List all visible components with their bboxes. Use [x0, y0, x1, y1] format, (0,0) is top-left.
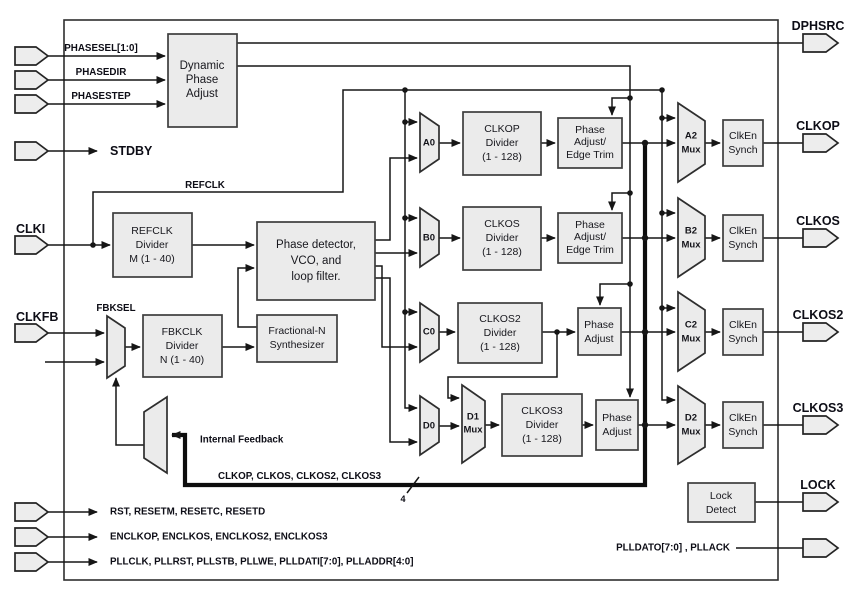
label-plldato: PLLDATO[7:0] , PLLACK [616, 542, 730, 554]
pad-lock [803, 493, 838, 511]
svg-text:Divider: Divider [485, 232, 519, 244]
svg-text:Lock: Lock [709, 490, 733, 502]
pad-clkos2 [803, 323, 838, 341]
svg-text:Synthesizer: Synthesizer [269, 339, 325, 351]
svg-text:(1 - 128): (1 - 128) [482, 246, 522, 258]
mux-fbksel [107, 316, 125, 378]
wire-fracn-out [238, 268, 257, 327]
input-pads [15, 47, 48, 571]
svg-text:Adjust: Adjust [602, 426, 632, 438]
svg-text:Mux: Mux [681, 239, 701, 251]
pad-rst-group [15, 503, 48, 521]
block-refclk-divider [113, 213, 192, 277]
pad-stdby [15, 142, 48, 160]
label-clkfb: CLKFB [16, 310, 59, 324]
svg-text:Detect: Detect [705, 504, 737, 516]
block-label: Adjust [186, 88, 218, 100]
svg-text:Divider: Divider [483, 327, 517, 339]
svg-text:D2: D2 [684, 412, 698, 424]
block-clken-synch-b [723, 215, 763, 261]
label-clkop: CLKOP [796, 119, 840, 133]
pad-clkos3 [803, 416, 838, 434]
svg-text:C0: C0 [422, 326, 436, 338]
svg-text:D0: D0 [422, 420, 436, 432]
pad-pllbus-group [15, 553, 48, 571]
svg-text:(1 - 128): (1 - 128) [482, 151, 522, 163]
svg-text:Adjust/: Adjust/ [573, 136, 607, 148]
block-clkos2-divider [458, 303, 542, 363]
block-clken-synch-d [723, 402, 763, 448]
wire-refclk-riser [405, 90, 417, 408]
label-phasestep: PHASESTEP [71, 91, 131, 102]
label-internal-feedback: Internal Feedback [200, 434, 284, 446]
label-clki: CLKI [16, 222, 46, 236]
pad-phasedir [15, 71, 48, 89]
svg-text:Synch: Synch [728, 333, 758, 345]
block-clkop-divider [463, 112, 541, 175]
mux-d2 [678, 386, 705, 464]
block-dynamic-phase-adjust [168, 34, 237, 127]
svg-text:ClkEn: ClkEn [728, 130, 758, 142]
svg-text:C2: C2 [684, 319, 698, 331]
pad-phasestep [15, 95, 48, 113]
mux-a2 [678, 103, 705, 182]
svg-text:Divider: Divider [485, 137, 519, 149]
svg-text:A0: A0 [422, 137, 436, 149]
block-lock-detect [688, 483, 755, 522]
block-fbkclk-divider [143, 315, 222, 377]
label-phasesel: PHASESEL[1:0] [64, 43, 138, 54]
block-phase-adjust-d [596, 400, 638, 450]
block-phase-adjust-edge-trim-a [558, 118, 622, 168]
pad-dphsrc [803, 34, 838, 52]
label-phasedir: PHASEDIR [75, 67, 127, 78]
label-clkos: CLKOS [796, 214, 840, 228]
svg-text:Phase: Phase [602, 412, 632, 424]
block-label: Phase [185, 74, 219, 86]
svg-text:Divider: Divider [165, 340, 199, 352]
svg-text:Phase: Phase [584, 319, 614, 331]
svg-text:CLKOS2: CLKOS2 [479, 313, 521, 325]
svg-text:Mux: Mux [681, 426, 701, 438]
block-phase-adjust-c [578, 308, 621, 355]
block-clkos3-divider [502, 394, 582, 456]
svg-text:Synch: Synch [728, 426, 758, 438]
svg-text:ClkEn: ClkEn [728, 225, 758, 237]
label-clkos3: CLKOS3 [792, 401, 844, 415]
svg-text:Mux: Mux [463, 424, 483, 436]
svg-text:loop filter.: loop filter. [291, 271, 341, 283]
pad-plldato [803, 539, 838, 557]
label-feedback-bus: CLKOP, CLKOS, CLKOS2, CLKOS3 [218, 471, 382, 482]
svg-text:ClkEn: ClkEn [728, 319, 758, 331]
svg-text:Mux: Mux [681, 144, 701, 156]
svg-text:A2: A2 [684, 130, 698, 142]
block-phase-detector-vco [257, 222, 375, 300]
svg-text:CLKOS3: CLKOS3 [521, 405, 563, 417]
svg-text:CLKOP: CLKOP [484, 123, 520, 135]
svg-text:Divider: Divider [525, 419, 559, 431]
svg-text:CLKOS: CLKOS [484, 218, 520, 230]
block-fractional-n-synthesizer [257, 315, 337, 362]
svg-text:FBKCLK: FBKCLK [161, 326, 203, 338]
svg-text:D1: D1 [466, 411, 480, 423]
label-clkos2: CLKOS2 [792, 308, 844, 322]
mux-b2 [678, 198, 705, 277]
svg-text:Phase: Phase [575, 124, 605, 136]
svg-text:N (1 - 40): N (1 - 40) [159, 354, 205, 366]
wire-internal-feedback-out [116, 378, 144, 445]
svg-text:M (1 - 40): M (1 - 40) [129, 253, 175, 265]
label-fbksel: FBKSEL [96, 303, 136, 314]
svg-text:Adjust/: Adjust/ [573, 231, 607, 243]
pad-clki [15, 236, 48, 254]
svg-text:B0: B0 [422, 232, 436, 244]
svg-text:Mux: Mux [681, 333, 701, 345]
mux-c2 [678, 292, 705, 371]
block-clkos-divider [463, 207, 541, 270]
block-clken-synch-c [723, 309, 763, 355]
svg-text:Fractional-N: Fractional-N [268, 325, 326, 337]
label-dphsrc: DPHSRC [791, 19, 845, 33]
svg-text:(1 - 128): (1 - 128) [522, 433, 562, 445]
svg-text:Phase: Phase [575, 219, 605, 231]
block-label: Dynamic [179, 60, 225, 72]
svg-text:VCO, and: VCO, and [290, 255, 342, 267]
label-bus-width: 4 [400, 494, 406, 504]
pad-clkos [803, 229, 838, 247]
pad-enclk-group [15, 528, 48, 546]
svg-text:B2: B2 [684, 225, 698, 237]
svg-text:Edge Trim: Edge Trim [566, 149, 614, 161]
svg-text:Divider: Divider [135, 239, 169, 251]
label-stdby: STDBY [110, 144, 153, 158]
svg-text:Synch: Synch [728, 239, 758, 251]
label-refclk: REFCLK [185, 180, 225, 191]
mux-internal-feedback [144, 397, 167, 473]
label-enclk-group: ENCLKOP, ENCLKOS, ENCLKOS2, ENCLKOS3 [110, 531, 328, 543]
svg-text:(1 - 128): (1 - 128) [480, 341, 520, 353]
svg-text:Edge Trim: Edge Trim [566, 244, 614, 256]
svg-text:Synch: Synch [728, 144, 758, 156]
label-lock: LOCK [800, 478, 836, 492]
svg-text:ClkEn: ClkEn [728, 412, 758, 424]
svg-text:Adjust: Adjust [584, 333, 614, 345]
label-rst-group: RST, RESETM, RESETC, RESETD [110, 506, 266, 518]
pad-clkfb [15, 324, 48, 342]
pad-clkop [803, 134, 838, 152]
pad-phasesel [15, 47, 48, 65]
svg-text:REFCLK: REFCLK [131, 225, 173, 237]
svg-text:Phase detector,: Phase detector, [276, 239, 356, 251]
block-phase-adjust-edge-trim-b [558, 213, 622, 263]
label-pllbus-group: PLLCLK, PLLRST, PLLSTB, PLLWE, PLLDATI[7:0], PLLADDR[4:0] [110, 556, 414, 568]
block-clken-synch-a [723, 120, 763, 166]
